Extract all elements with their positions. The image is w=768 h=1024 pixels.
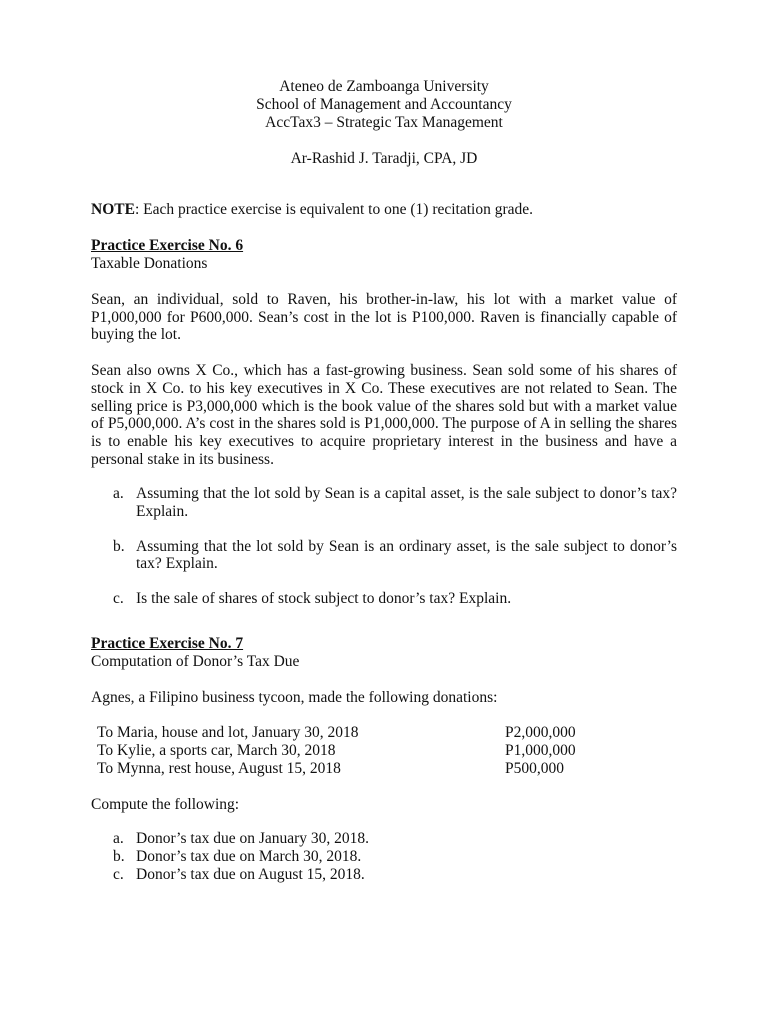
- donation-amount: P2,000,000: [505, 723, 576, 741]
- table-row: [97, 760, 576, 778]
- question-text: Assuming that the lot sold by Sean is an ordinary asset, is the sale subject to donor’s tax? Explain.: [136, 537, 677, 573]
- question-letter: a.: [113, 485, 124, 503]
- note-text: : Each practice exercise is equivalent to one (1) recitation grade.: [134, 201, 534, 218]
- exercise-6-paragraph-1: Sean, an individual, sold to Raven, his brother-in-law, his lot with a market value of P1,000,000 for P600,000. Sean’s cost in the lot is P100,000. Raven is financially capable of buying the lot.: [91, 291, 677, 344]
- question-item: [91, 485, 677, 520]
- item-letter: b.: [113, 847, 125, 865]
- exercise-7-subtitle: Computation of Donor’s Tax Due: [91, 652, 300, 670]
- table-row: [97, 724, 576, 742]
- document-header: [91, 78, 677, 168]
- exercise-6-section: [91, 237, 677, 608]
- exercise-6-title: Practice Exercise No. 6: [91, 237, 244, 254]
- question-item: [91, 590, 677, 608]
- exercise-6-subtitle: Taxable Donations: [91, 255, 208, 272]
- question-item: [91, 538, 677, 573]
- donation-description: To Kylie, a sports car, March 30, 2018: [97, 741, 336, 759]
- university-name: Ateneo de Zamboanga University: [279, 78, 489, 95]
- compute-item: [91, 830, 677, 848]
- question-letter: c.: [113, 590, 124, 608]
- note-paragraph: [91, 201, 677, 219]
- compute-label: Compute the following:: [91, 795, 240, 813]
- item-text: Donor’s tax due on January 30, 2018.: [136, 829, 370, 847]
- course-title: AccTax3 – Strategic Tax Management: [265, 114, 503, 131]
- exercise-7-section: [91, 635, 677, 884]
- item-text: Donor’s tax due on March 30, 2018.: [136, 847, 362, 865]
- donation-amount: P500,000: [505, 759, 564, 777]
- table-row: [97, 742, 576, 760]
- question-text: Assuming that the lot sold by Sean is a capital asset, is the sale subject to donor’s tax? Explain.: [136, 485, 677, 521]
- donation-description: To Maria, house and lot, January 30, 2018: [97, 723, 359, 741]
- exercise-6-questions: [91, 485, 677, 608]
- question-letter: b.: [113, 537, 125, 555]
- compute-item: [91, 848, 677, 866]
- item-text: Donor’s tax due on August 15, 2018.: [136, 865, 365, 883]
- author-name: Ar-Rashid J. Taradji, CPA, JD: [290, 150, 478, 167]
- donations-table: [97, 724, 576, 778]
- donation-description: To Mynna, rest house, August 15, 2018: [97, 759, 341, 777]
- donation-amount: P1,000,000: [505, 741, 576, 759]
- item-letter: c.: [113, 865, 124, 883]
- document-page: [91, 78, 677, 884]
- question-text: Is the sale of shares of stock subject to donor’s tax? Explain.: [136, 590, 512, 608]
- exercise-7-intro: Agnes, a Filipino business tycoon, made the following donations:: [91, 688, 498, 706]
- compute-items: [91, 830, 677, 884]
- note-label: NOTE: [91, 201, 135, 218]
- item-letter: a.: [113, 829, 124, 847]
- compute-item: [91, 866, 677, 884]
- exercise-7-title: Practice Exercise No. 7: [91, 634, 244, 652]
- exercise-6-paragraph-2: Sean also owns X Co., which has a fast-growing business. Sean sold some of his shares of stock in X Co. to his key executives in X Co. These executives are not related to Sean. The selling price is P3,000,000 which is the book value of the shares sold but with a market value of P5,000,000. A’s cost in the shares sold is P1,000,000. The purpose of A in selling the shares is to enable his key executives to acquire proprietary interest in the business and have a personal stake in its business.: [91, 362, 677, 468]
- school-name: School of Management and Accountancy: [256, 96, 512, 113]
